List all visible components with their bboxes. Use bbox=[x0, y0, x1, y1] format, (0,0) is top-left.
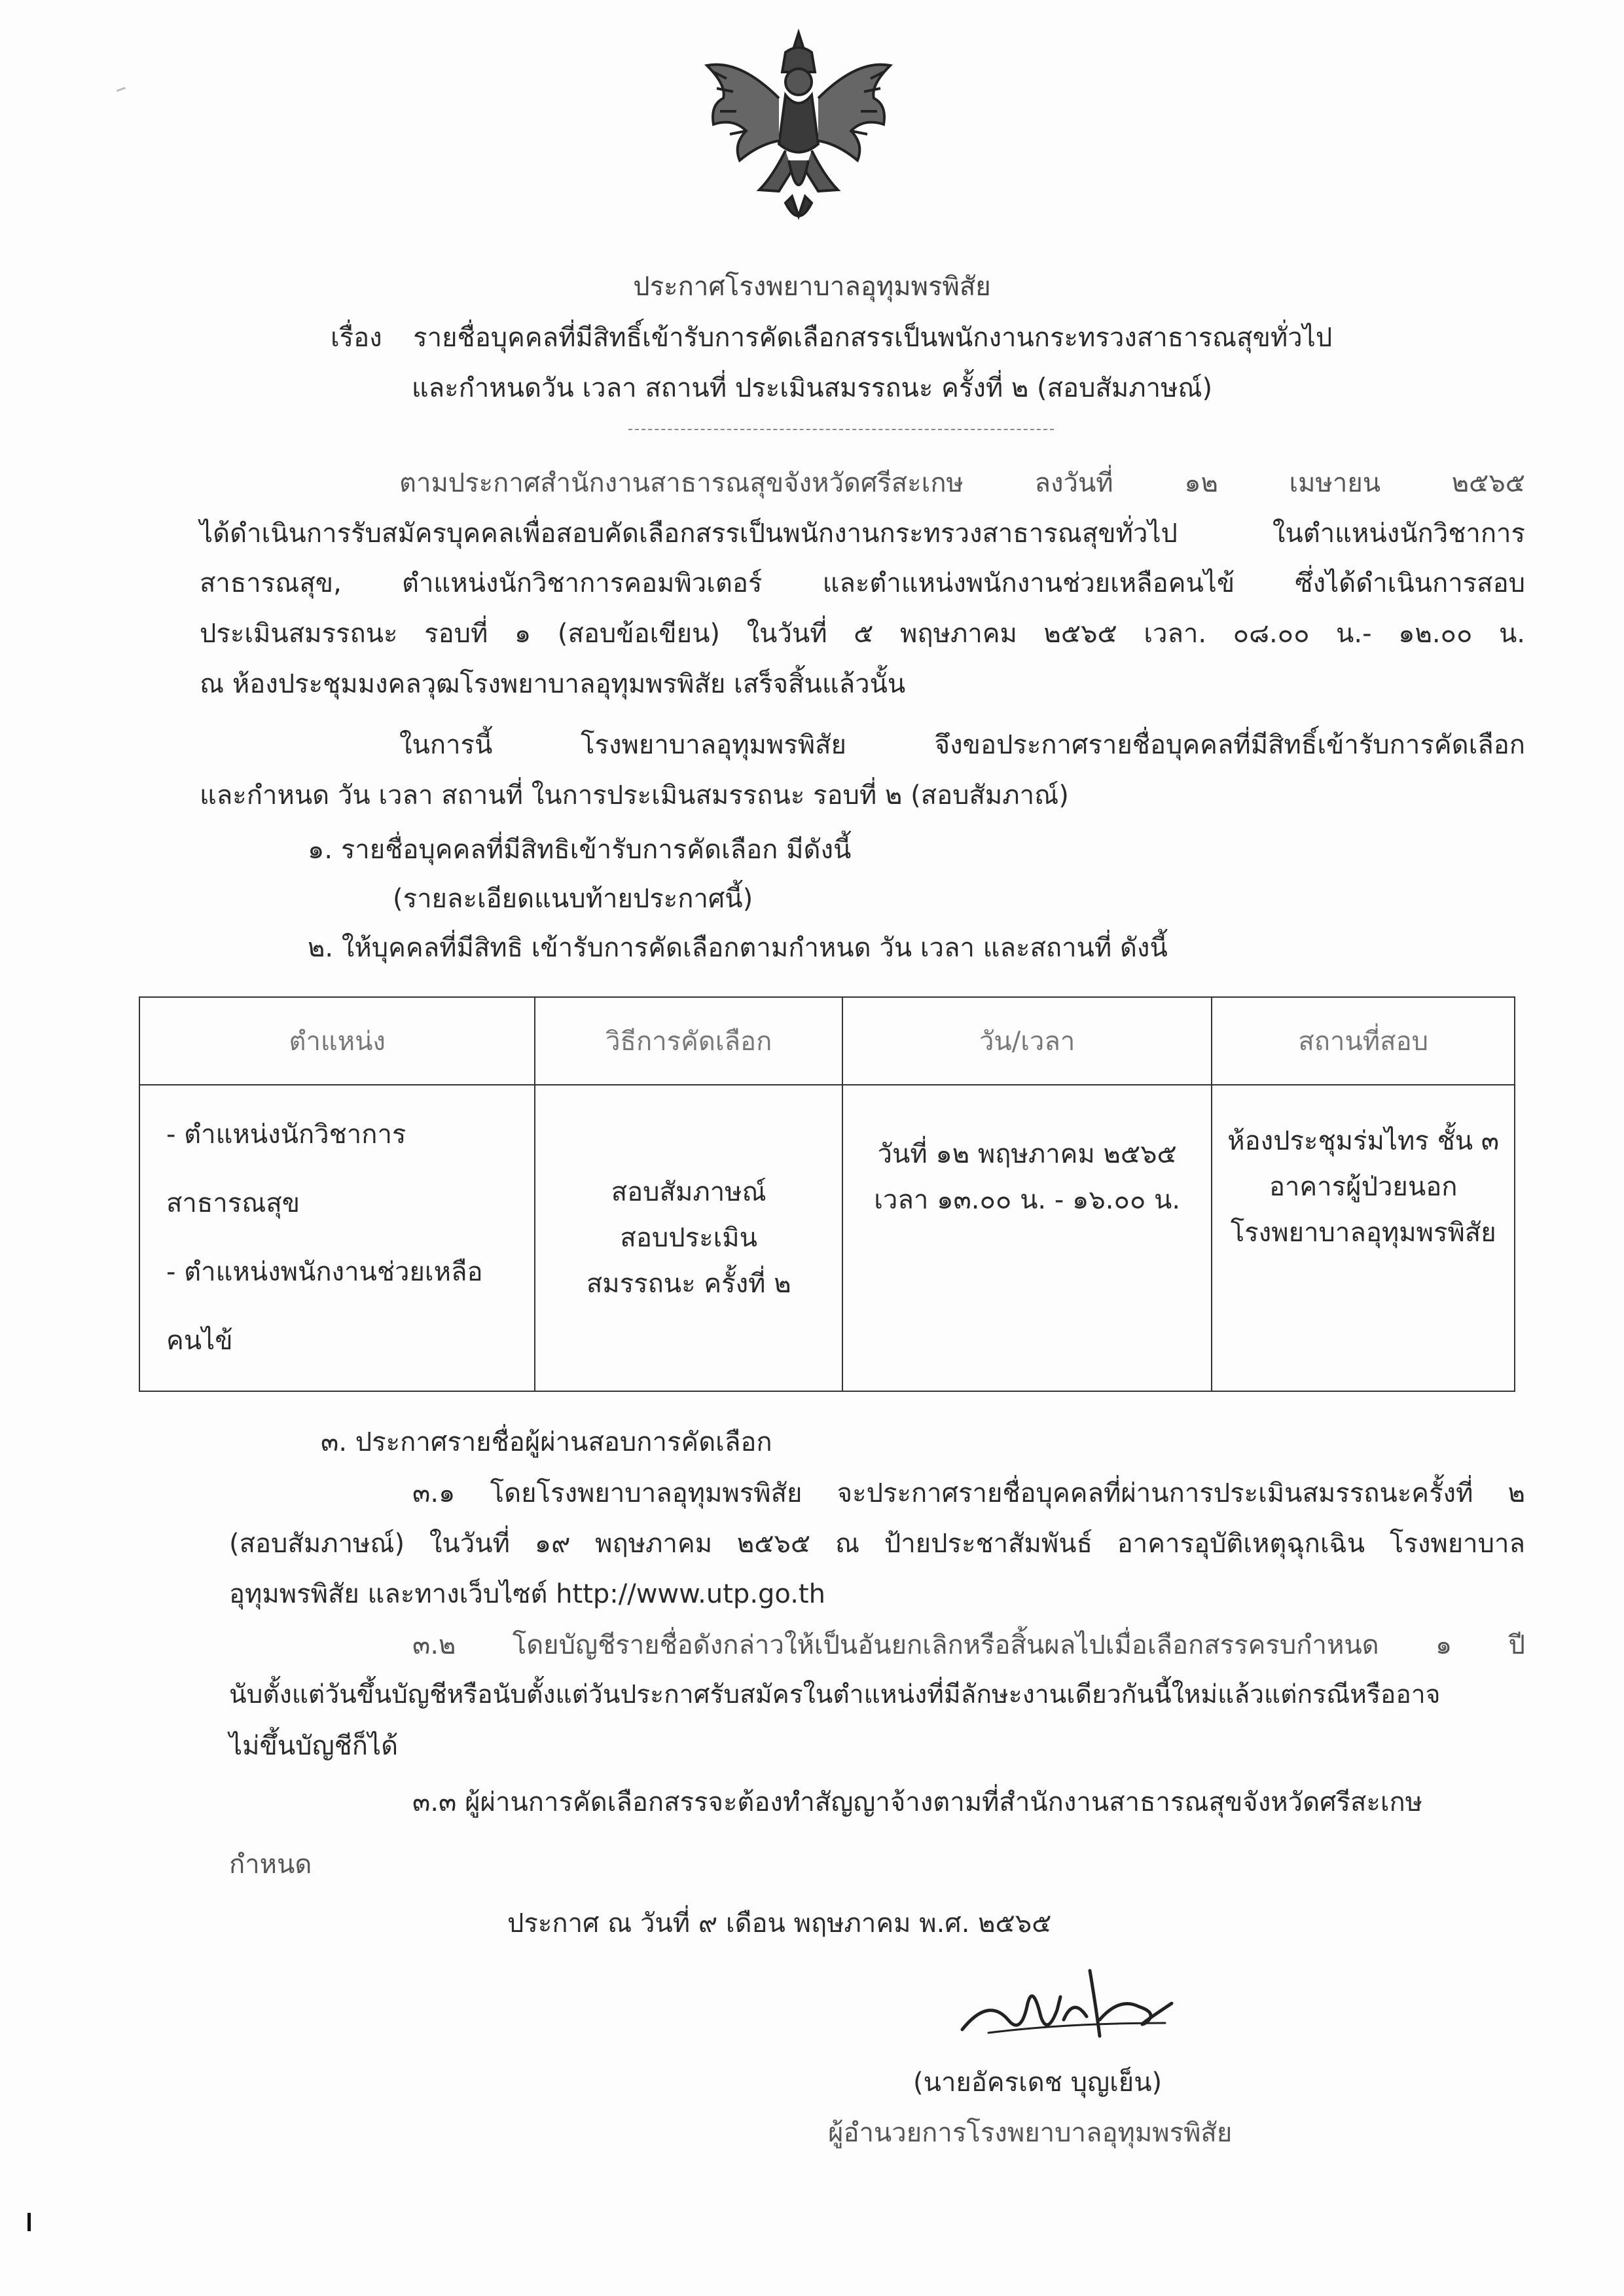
cell-datetime bbox=[842, 1085, 1212, 1391]
cell-location bbox=[1212, 1085, 1515, 1391]
location-line: ห้องประชุมร่มไทร ชั้น ๓ bbox=[1227, 1126, 1500, 1156]
method-line: สอบประเมิน bbox=[620, 1223, 757, 1253]
signature-icon bbox=[949, 1958, 1198, 2049]
table-header-row bbox=[139, 997, 1515, 1085]
method-line: สอบสัมภาษณ์ bbox=[611, 1177, 767, 1207]
intro-p1-line3: สาธารณสุข, ตำแหน่งนักวิชาการคอมพิวเตอร์ และตำแหน่งพนักงานช่วยเหลือคนไข้ ซึ่งได้ดำเนินการสอบ bbox=[200, 568, 1525, 598]
signer-name: (นายอัครเดช บุญเย็น) bbox=[913, 2068, 1163, 2098]
subject-text: รายชื่อบุคคลที่มีสิทธิ์เข้ารับการคัดเลือกสรรเป็นพนักงานกระทรวงสาธารณสุขทั่วไป bbox=[413, 323, 1333, 353]
position-item: - ตำแหน่งพนักงานช่วยเหลือคนไข้ bbox=[166, 1257, 483, 1356]
intro-p2-line2: และกำหนด วัน เวลา สถานที่ ในการประเมินสมรรถนะ รอบที่ ๒ (สอบสัมภาณ์) bbox=[200, 780, 1069, 811]
scan-mark bbox=[27, 2213, 31, 2231]
item-2: ๒. ให้บุคคลที่มีสิทธิ เข้ารับการคัดเลือกตามกำหนด วัน เวลา และสถานที่ ดังนี้ bbox=[308, 933, 1168, 963]
item-1: ๑. รายชื่อบุคคลที่มีสิทธิเข้ารับการคัดเลือก มีดังนี้ bbox=[308, 835, 852, 865]
subject-label: เรื่อง bbox=[331, 323, 382, 353]
section-3-1-line1: ๓.๑ โดยโรงพยาบาลอุทุมพรพิสัย จะประกาศรายชื่อบุคคลที่ผ่านการประเมินสมรรถนะครั้งที่ ๒ bbox=[412, 1478, 1525, 1508]
cell-method bbox=[535, 1085, 842, 1391]
table-row bbox=[139, 1085, 1515, 1391]
method-line: สมรรถนะ ครั้งที่ ๒ bbox=[586, 1269, 791, 1299]
section-3-1-line2: (สอบสัมภาษณ์) ในวันที่ ๑๙ พฤษภาคม ๒๕๖๕ ณ ป้ายประชาสัมพันธ์ อาคารอุบัติเหตุฉุกเฉิน โรงพยาบาล bbox=[229, 1529, 1525, 1559]
document-title: ประกาศโรงพยาบาลอุทุมพรพิสัย bbox=[633, 272, 991, 302]
garuda-emblem-icon bbox=[687, 20, 910, 242]
exam-schedule-table bbox=[139, 996, 1515, 1392]
location-line: อาคารผู้ป่วยนอก bbox=[1269, 1172, 1458, 1202]
header-method: วิธีการคัดเลือก bbox=[535, 997, 842, 1085]
header-divider bbox=[628, 429, 1054, 430]
section-3-3-line1: ๓.๓ ผู้ผ่านการคัดเลือกสรรจะต้องทำสัญญาจ้างตามที่สำนักงานสาธารณสุขจังหวัดศรีสะเกษ bbox=[412, 1787, 1423, 1817]
intro-p1-line1: ตามประกาศสำนักงานสาธารณสุขจังหวัดศรีสะเกษ ลงวันที่ ๑๒ เมษายน ๒๕๖๕ bbox=[399, 468, 1525, 498]
subject-line-2: และกำหนดวัน เวลา สถานที่ ประเมินสมรรถนะ ครั้งที่ ๒ (สอบสัมภาษณ์) bbox=[411, 373, 1213, 403]
scan-speck bbox=[117, 87, 126, 92]
header-datetime: วัน/เวลา bbox=[842, 997, 1212, 1085]
section-3-title: ๓. ประกาศรายชื่อผู้ผ่านสอบการคัดเลือก bbox=[321, 1427, 772, 1457]
section-3-2-line3: ไม่ขึ้นบัญชีก็ได้ bbox=[229, 1731, 399, 1761]
header-position: ตำแหน่ง bbox=[139, 997, 535, 1085]
section-3-3-line2: กำหนด bbox=[229, 1850, 312, 1880]
location-line: โรงพยาบาลอุทุมพรพิสัย bbox=[1230, 1218, 1496, 1248]
intro-p1-line5: ณ ห้องประชุมมงคลวุฒโรงพยาบาลอุทุมพรพิสัย เสร็จสิ้นแล้วนั้น bbox=[200, 669, 906, 699]
cell-positions bbox=[139, 1085, 535, 1391]
section-3-1-line3: อุทุมพรพิสัย และทางเว็บไซต์ http://www.utp.go.th bbox=[229, 1579, 825, 1609]
section-3-2-line1: ๓.๒ โดยบัญชีรายชื่อดังกล่าวให้เป็นอันยกเลิกหรือสิ้นผลไปเมื่อเลือกสรรครบกำหนด ๑ ปี bbox=[412, 1630, 1525, 1660]
header-location: สถานที่สอบ bbox=[1212, 997, 1515, 1085]
item-1-note: (รายละเอียดแนบท้ายประกาศนี้) bbox=[393, 884, 753, 914]
datetime-line: วันที่ ๑๒ พฤษภาคม ๒๕๖๕ bbox=[877, 1139, 1177, 1169]
intro-p1-line4: ประเมินสมรรถนะ รอบที่ ๑ (สอบข้อเขียน) ในวันที่ ๕ พฤษภาคม ๒๕๖๕ เวลา. ๐๘.๐๐ น.- ๑๒.๐๐ น. bbox=[200, 619, 1525, 649]
signer-title: ผู้อำนวยการโรงพยาบาลอุทุมพรพิสัย bbox=[828, 2118, 1233, 2148]
position-item: - ตำแหน่งนักวิชาการสาธารณสุข bbox=[166, 1120, 406, 1218]
intro-p1-line2: ได้ดำเนินการรับสมัครบุคคลเพื่อสอบคัดเลือกสรรเป็นพนักงานกระทรวงสาธารณสุขทั่วไป ในตำแหน่งนักวิชาการ bbox=[200, 519, 1525, 549]
intro-p2-line1: ในการนี้ โรงพยาบาลอุทุมพรพิสัย จึงขอประกาศรายชื่อบุคคลที่มีสิทธิ์เข้ารับการคัดเลือก bbox=[399, 730, 1525, 760]
subject-line bbox=[331, 316, 1332, 358]
section-3-2-line2: นับตั้งแต่วันขึ้นบัญชีหรือนับตั้งแต่วันประกาศรับสมัครในตำแหน่งที่มีลักษะงานเดียวกันนี้ใหม่แล้วแต่กรณีหรืออาจ bbox=[229, 1680, 1441, 1709]
datetime-line: เวลา ๑๓.๐๐ น. - ๑๖.๐๐ น. bbox=[874, 1185, 1181, 1215]
announcement-date: ประกาศ ณ วันที่ ๙ เดือน พฤษภาคม พ.ศ. ๒๕๖๕ bbox=[507, 1908, 1052, 1939]
